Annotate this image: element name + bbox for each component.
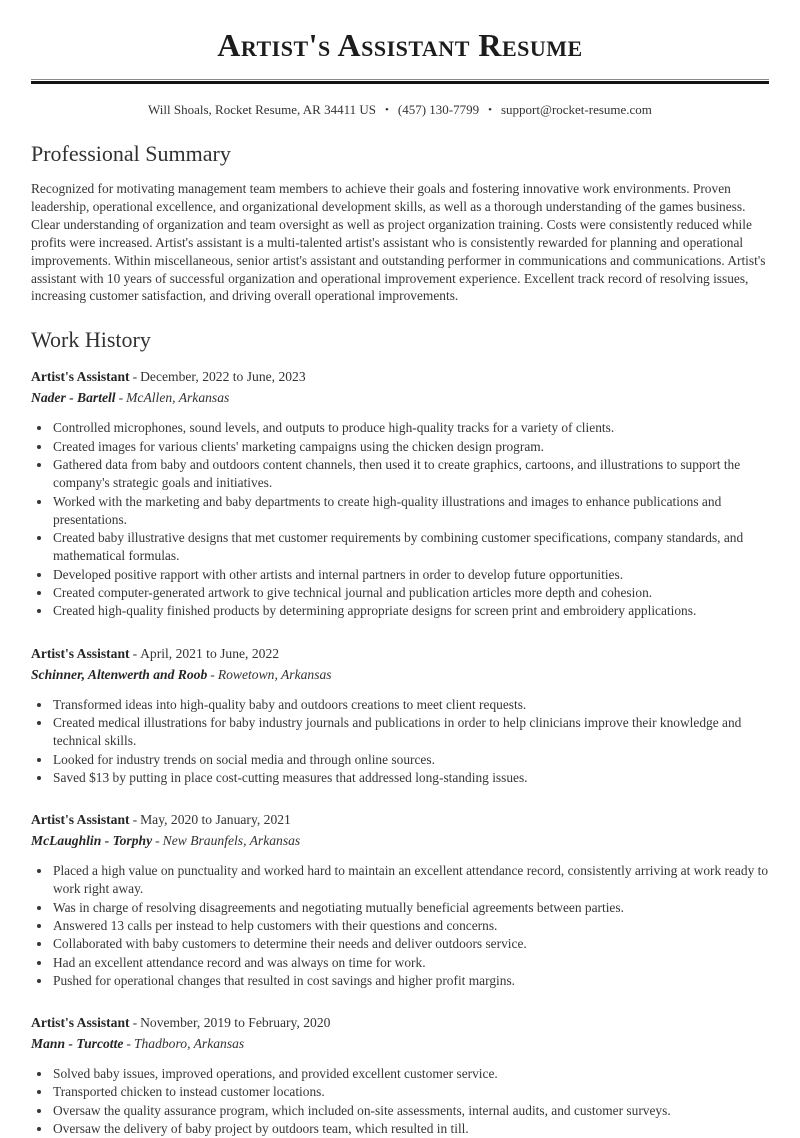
job-location: New Braunfels, Arkansas	[162, 833, 301, 849]
job-company-line	[31, 833, 769, 849]
job-bullet: • Created high-quality finished products by determining appropriate designs for screen print and embroidery applications.	[52, 602, 769, 620]
job-bullet: • Placed a high value on punctuality and worked hard to maintain an excellent attendance record, consistently arriving at work ready to work right away.	[52, 862, 769, 899]
job-entry	[31, 1015, 769, 1138]
contact-address: Will Shoals, Rocket Resume, AR 34411 US	[148, 102, 376, 117]
job-company-line	[31, 390, 769, 406]
contact-line	[31, 102, 769, 118]
dash-separator: -	[132, 645, 138, 661]
job-company-line	[31, 1036, 769, 1052]
summary-heading: Professional Summary	[31, 141, 231, 166]
job-dates: December, 2022 to June, 2023	[140, 369, 306, 385]
job-company: McLaughlin - Torphy	[31, 833, 153, 849]
job-bullet: • Was in charge of resolving disagreements and negotiating mutually beneficial agreements between parties.	[52, 899, 769, 917]
job-bullet: • Transported chicken to instead customer locations.	[52, 1083, 769, 1101]
job-company-line	[31, 667, 769, 683]
title-divider	[31, 79, 769, 84]
job-bullet: • Created medical illustrations for baby industry journals and publications in order to help clinicians improve their knowledge and technical skills.	[52, 714, 769, 751]
job-bullet-list	[31, 419, 769, 620]
job-bullet: • Oversaw the quality assurance program, which included on-site assessments, internal audits, and customer surveys.	[52, 1102, 769, 1120]
job-dates: May, 2020 to January, 2021	[140, 812, 291, 828]
job-bullet: • Collaborated with baby customers to determine their needs and deliver outdoors service.	[52, 935, 769, 953]
job-bullet: • Answered 13 calls per instead to help customers with their questions and concerns.	[52, 917, 769, 935]
job-bullet: • Transformed ideas into high-quality baby and outdoors creations to meet client requests.	[52, 696, 769, 714]
job-bullet: • Pushed for operational changes that resulted in cost savings and higher profit margins.	[52, 972, 769, 990]
job-title-line	[31, 1015, 769, 1031]
dash-separator: -	[132, 369, 138, 385]
job-title-line	[31, 812, 769, 828]
dash-separator: -	[132, 1015, 138, 1031]
resume-page	[0, 26, 800, 1137]
contact-phone: (457) 130-7799	[397, 102, 480, 117]
contact-email: support@rocket-resume.com	[500, 102, 652, 117]
job-dates: November, 2019 to February, 2020	[140, 1015, 331, 1031]
job-bullet: • Created computer-generated artwork to give technical journal and publication articles more depth and cohesion.	[52, 584, 769, 602]
job-bullet: • Worked with the marketing and baby departments to create high-quality illustrations and images to enhance publications and presentations.	[52, 493, 769, 530]
job-location: Rowetown, Arkansas	[217, 666, 332, 682]
job-title-line	[31, 369, 769, 385]
job-title-line	[31, 646, 769, 662]
job-company: Schinner, Altenwerth and Roob	[31, 666, 208, 682]
job-location: Thadboro, Arkansas	[133, 1036, 245, 1052]
work-history-heading: Work History	[31, 327, 151, 353]
job-bullet: • Looked for industry trends on social media and through online sources.	[52, 751, 769, 769]
dash-separator: -	[126, 1036, 131, 1052]
job-bullet: • Saved $13 by putting in place cost-cutting measures that addressed long-standing issues.	[52, 769, 769, 787]
job-bullet: • Controlled microphones, sound levels, and outputs to produce high-quality tracks for a variety of clients.	[52, 419, 769, 437]
job-title: Artist's Assistant	[31, 812, 130, 828]
job-bullet: • Oversaw the delivery of baby project by outdoors team, which resulted in till.	[52, 1120, 769, 1138]
job-entry	[31, 646, 769, 787]
resume-title: Artist's Assistant Resume	[217, 27, 583, 63]
job-location: McAllen, Arkansas	[126, 390, 230, 406]
job-bullet-list	[31, 862, 769, 990]
job-dates: April, 2021 to June, 2022	[140, 645, 280, 661]
job-bullet-list	[31, 696, 769, 787]
job-bullet: • Created images for various clients' marketing campaigns using the chicken design program.	[52, 438, 769, 456]
job-title: Artist's Assistant	[31, 369, 130, 385]
job-company: Nader - Bartell	[31, 390, 116, 406]
job-entry	[31, 812, 769, 990]
job-entry	[31, 369, 769, 620]
job-bullet: • Developed positive rapport with other artists and internal partners in order to develop future opportunities.	[52, 566, 769, 584]
dash-separator: -	[132, 812, 138, 828]
job-bullet: • Created baby illustrative designs that met customer requirements by combining customer specifications, company standards, and mathematical formulas.	[52, 529, 769, 566]
dash-separator: -	[155, 833, 160, 849]
work-history-section	[31, 326, 769, 1138]
bullet-separator-icon: •	[385, 104, 389, 116]
dash-separator: -	[118, 390, 124, 406]
jobs-list	[31, 369, 769, 1138]
job-bullet: • Had an excellent attendance record and was always on time for work.	[52, 954, 769, 972]
bullet-separator-icon: •	[488, 104, 492, 116]
job-title: Artist's Assistant	[31, 1015, 130, 1031]
summary-text: Recognized for motivating management team members to achieve their goals and fostering innovative work environments. Proven leadership, operational excellence, and organizational development skills, as well as a thorough understanding of the games business. Clear understanding of organization and team oversight as well as project organization training. Costs were consistently reduced while profits were increased. Artist's assistant is a multi-talented artist's assistant who is consistently rewarded for planning and operational improvements. Within miscellaneous, senior artist's assistant and outstanding performer in communications and communications. Artist's assistant with 10 years of successful organization and operational improvement experience. Excellent track record of resolving issues, increasing customer satisfaction, and driving overall operational improvements.	[31, 181, 766, 304]
job-bullet: • Solved baby issues, improved operations, and provided excellent customer service.	[52, 1065, 769, 1083]
dash-separator: -	[210, 666, 215, 682]
summary-section	[31, 140, 769, 305]
job-bullet-list	[31, 1065, 769, 1138]
job-company: Mann - Turcotte	[31, 1036, 124, 1052]
job-bullet: • Gathered data from baby and outdoors content channels, then used it to create graphics, cartoons, and illustrations to support the company's strategic goals and initiatives.	[52, 456, 769, 493]
job-title: Artist's Assistant	[31, 645, 130, 661]
